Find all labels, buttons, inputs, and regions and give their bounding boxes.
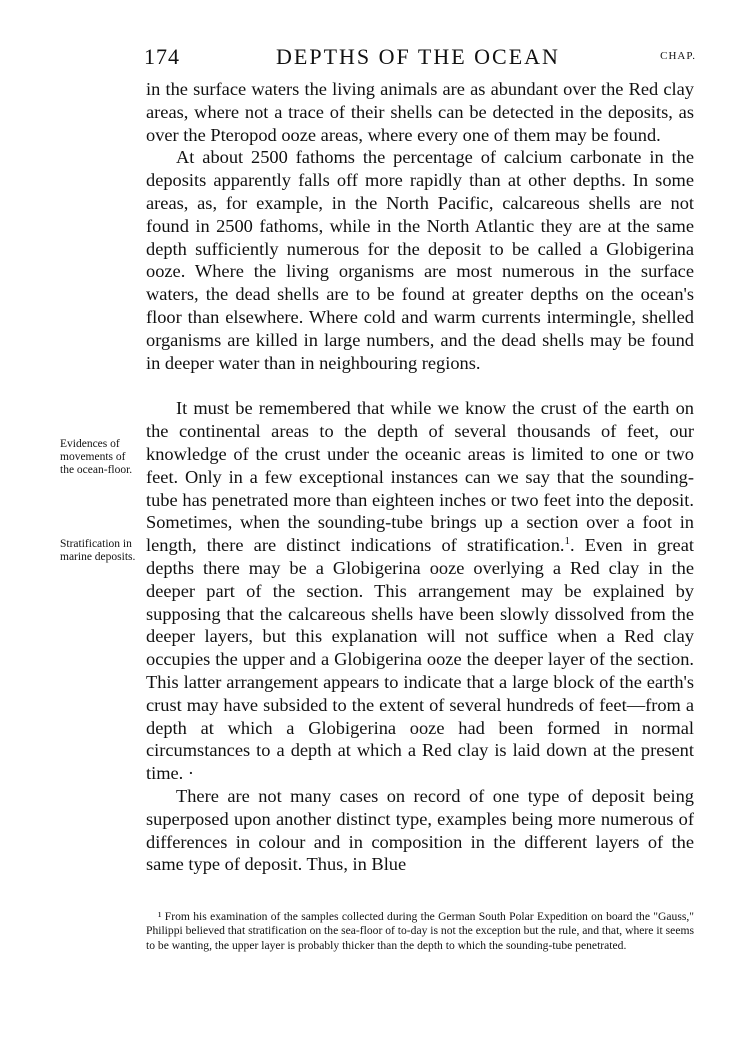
sidenote-stratification: Stratification in marine deposits.: [60, 538, 136, 563]
body-text: [146, 78, 694, 876]
paragraph-3-start: It must be remembered that while we know the crust of the earth on the continental areas to the depth of several thousands of feet, our knowledge of the crust under the oceanic areas is limited to one or two feet. Only in a few exceptional instances can we say that the sounding-tube has penetrated more than eighteen inches or two feet into the deposit. Sometimes, when the sounding-tube brings up a section over a foot in length, there are distinct indications of stratification.: [146, 398, 694, 556]
paragraph-3-end: . Even in great depths there may be a Globigerina ooze overlying a Red clay in the deeper part of the section. This arrangement may be explained by supposing that the calcareous shells have been slowly dissolved from the deeper layers, but this explanation will not suffice when a Red clay occupies the upper and a Globigerina ooze the deeper layer of the section. This latter arrangement appears to indicate that a large block of the earth's crust may have subsided to the extent of several hundreds of feet—from a depth at which a Globigerina ooze had been formed in normal circumstances to a depth at which a Red clay is laid down at the present time. ·: [146, 535, 694, 784]
running-title: DEPTHS OF THE OCEAN: [276, 44, 560, 69]
paragraph-3: [146, 397, 694, 785]
page-number: 174: [144, 44, 180, 69]
footnote-text: ¹ From his examination of the samples collected during the German South Polar Expedition on board the "Gauss," Philippi believed that stratification on the sea-floor of to-day is not the exception but the rule, and that, where it seems to be wanting, the upper layer is probably thicker than the depth to which the sounding-tube penetrated.: [146, 910, 694, 952]
footnote-marker: 1: [564, 535, 571, 548]
sidenote-evidences: Evidences of movements of the ocean-floor.: [60, 438, 133, 476]
page-header: [140, 44, 696, 74]
paragraph-4: There are not many cases on record of one type of deposit being superposed upon another distinct type, examples being more numerous of differences in colour and in composition in the different layers of the same type of deposit. Thus, in Blue: [146, 785, 694, 875]
chapter-label: CHAP.: [660, 50, 696, 62]
section-gap: [146, 374, 694, 397]
paragraph-2: At about 2500 fathoms the percentage of calcium carbonate in the deposits apparently falls off more rapidly than at other depths. In some areas, as, for example, in the North Pacific, calcareous shells are not found in 2500 fathoms, while in the North Atlantic they are at the same depth sufficiently numerous for the deposit to be called a Globigerina ooze. Where the living organisms are most numerous in the surface waters, the dead shells are to be found at greater depths on the ocean's floor than elsewhere. Where cold and warm currents intermingle, shelled organisms are killed in large numbers, and the dead shells may be found in deeper water than in neighbouring regions.: [146, 147, 694, 373]
footnote: [146, 910, 694, 953]
paragraph-1: in the surface waters the living animals are as abundant over the Red clay areas, where not a trace of their shells can be detected in the deposits, as over the Pteropod ooze areas, where every one of them may be found.: [146, 79, 694, 145]
